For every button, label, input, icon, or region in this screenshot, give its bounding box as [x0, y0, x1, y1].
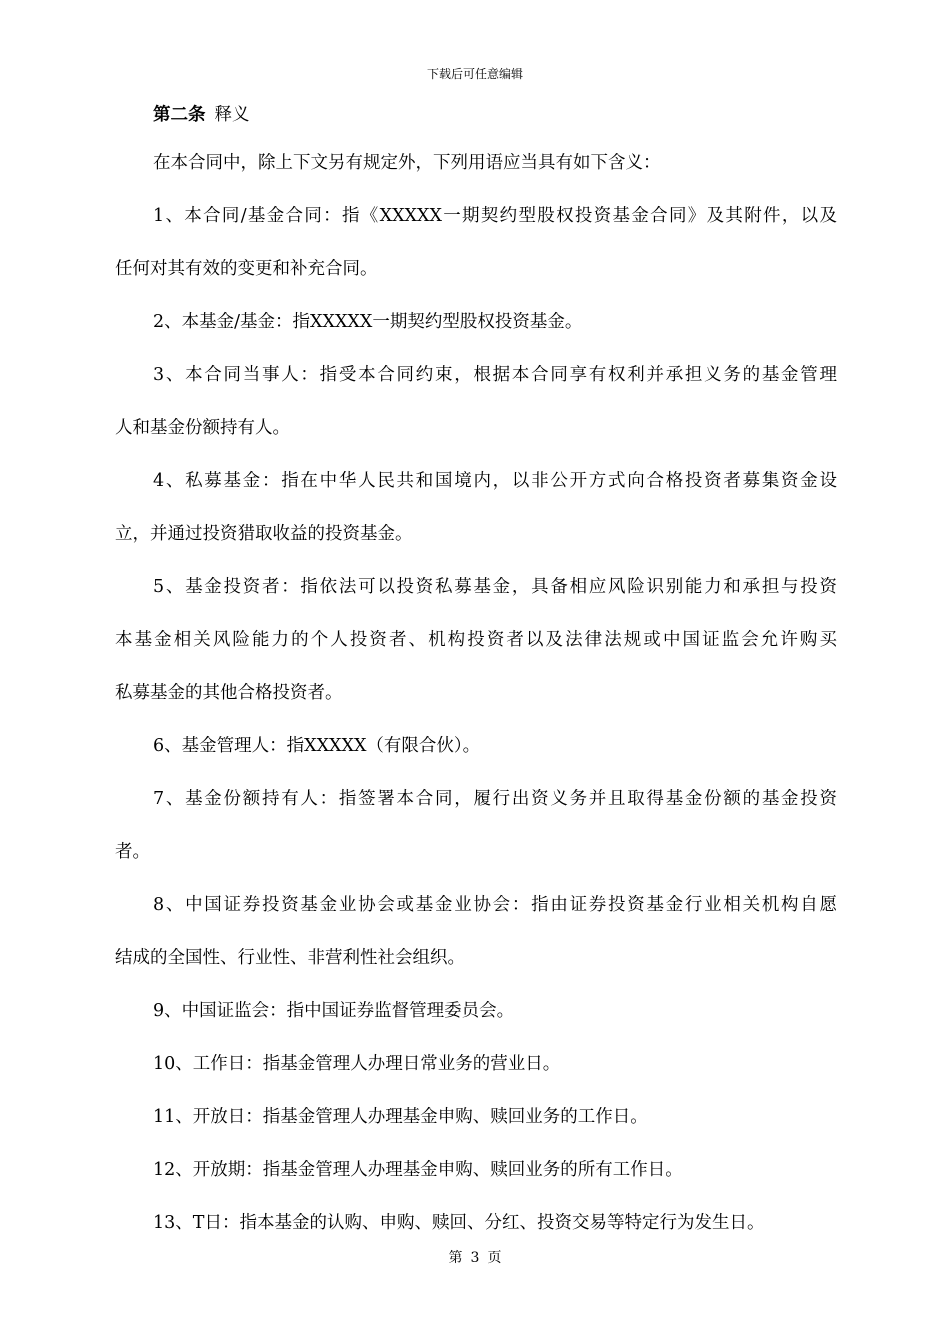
section-heading — [115, 95, 837, 143]
paragraph-line: 私募基金的其他合格投资者。 — [115, 683, 343, 703]
paragraph-line: 2、本基金/基金：指XXXXX一期契约型股权投资基金。 — [153, 312, 583, 332]
paragraph-line: 5、基金投资者：指依法可以投资私募基金，具备相应风险识别能力和承担与投资 — [153, 577, 837, 597]
paragraph-line: 人和基金份额持有人。 — [115, 418, 290, 438]
paragraph-line: 7、基金份额持有人：指签署本合同，履行出资义务并且取得基金份额的基金投资 — [153, 789, 837, 809]
paragraph-line: 9、中国证监会：指中国证券监督管理委员会。 — [153, 1001, 515, 1021]
paragraph-line: 在本合同中，除上下文另有规定外，下列用语应当具有如下含义： — [153, 153, 661, 173]
paragraph-line: 1、本合同/基金合同：指《XXXXX一期契约型股权投资基金合同》及其附件，以及 — [153, 206, 837, 226]
paragraph-line: 13、T日：指本基金的认购、申购、赎回、分红、投资交易等特定行为发生日。 — [153, 1213, 765, 1233]
paragraph-line: 8、中国证券投资基金业协会或基金业协会：指由证券投资基金行业相关机构自愿 — [153, 895, 837, 915]
page-number-suffix: 页 — [487, 1250, 502, 1266]
paragraph-line: 结成的全国性、行业性、非营利性社会组织。 — [115, 948, 465, 968]
paragraph-line: 10、工作日：指基金管理人办理日常业务的营业日。 — [153, 1054, 561, 1074]
paragraph-line: 任何对其有效的变更和补充合同。 — [115, 259, 378, 279]
paragraph-line: 4、私募基金：指在中华人民共和国境内，以非公开方式向合格投资者募集资金设 — [153, 471, 837, 491]
paragraph-line: 11、开放日：指基金管理人办理基金申购、赎回业务的工作日。 — [153, 1107, 648, 1127]
paragraph-line: 者。 — [115, 842, 150, 862]
page-footer — [0, 1248, 950, 1268]
paragraph-line: 立，并通过投资猎取收益的投资基金。 — [115, 524, 413, 544]
paragraph-line: 3、本合同当事人：指受本合同约束，根据本合同享有权利并承担义务的基金管理 — [153, 365, 837, 385]
page-number-prefix: 第 — [448, 1250, 463, 1266]
paragraph-line: 6、基金管理人：指XXXXX（有限合伙）。 — [153, 736, 481, 756]
section-number: 第二条 — [153, 105, 206, 125]
paragraph-line: 本基金相关风险能力的个人投资者、机构投资者以及法律法规或中国证监会允许购买 — [115, 630, 837, 650]
page-number: 3 — [470, 1250, 480, 1266]
section-title: 释义 — [214, 105, 250, 125]
header-note: 下载后可任意编辑 — [426, 67, 523, 81]
paragraph-line: 12、开放期：指基金管理人办理基金申购、赎回业务的所有工作日。 — [153, 1160, 683, 1180]
document-body — [115, 95, 837, 1256]
